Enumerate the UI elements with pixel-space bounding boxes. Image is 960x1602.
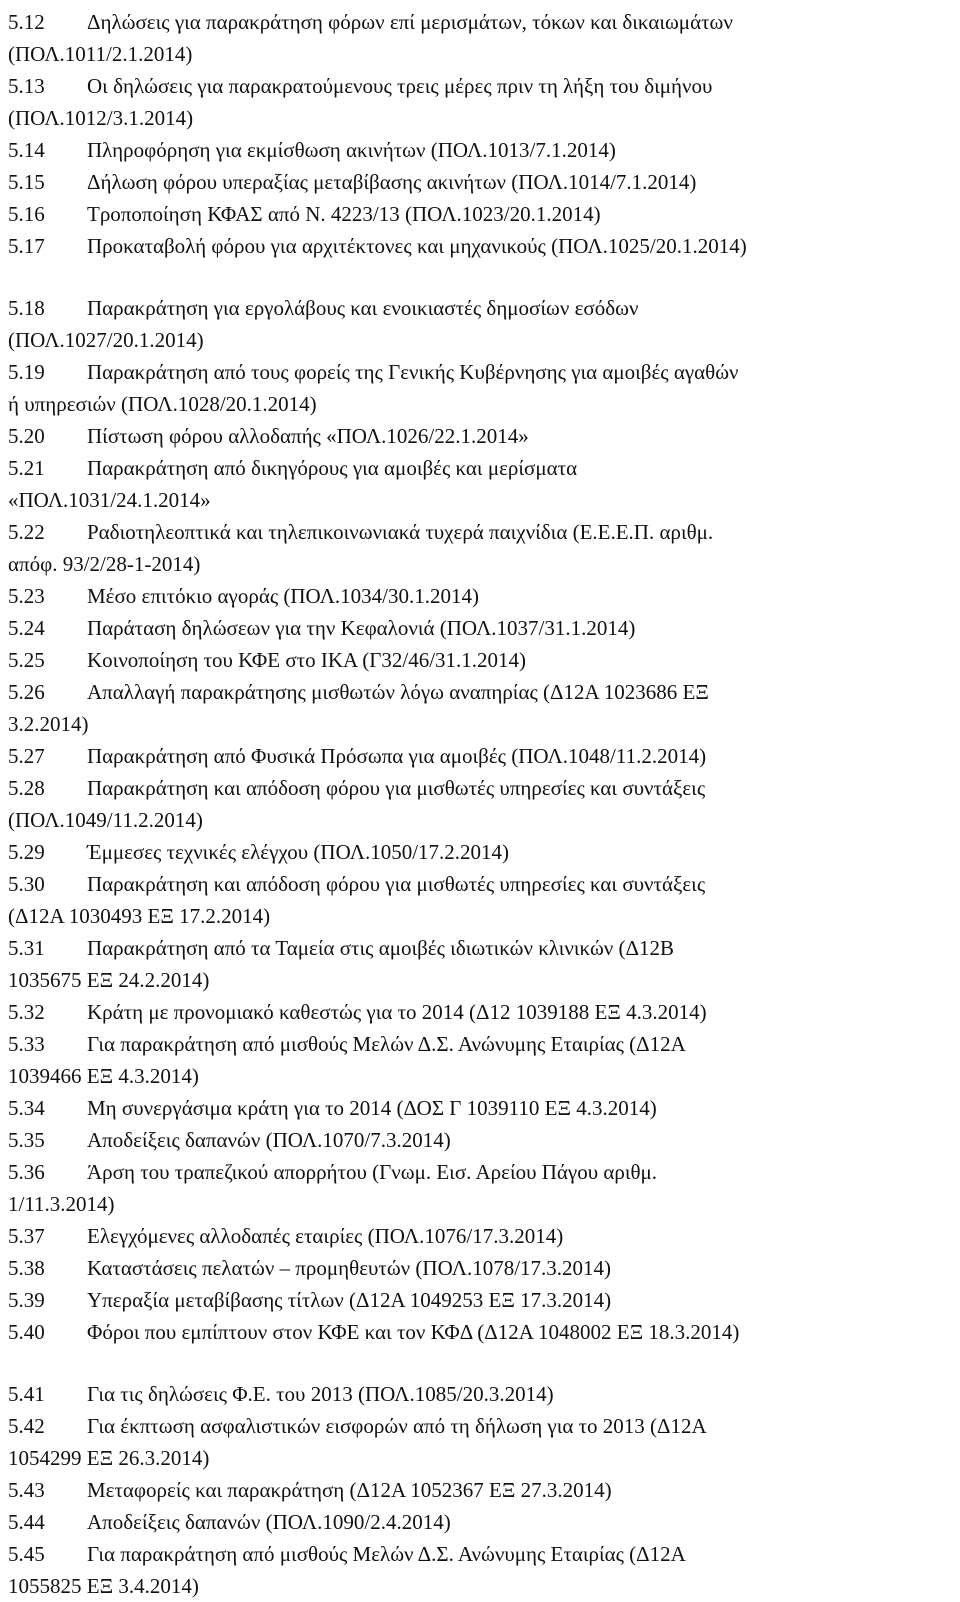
toc-entry-line <box>8 70 953 102</box>
section-number: 5.22 <box>8 520 45 544</box>
toc-entry <box>8 644 953 676</box>
toc-entry <box>8 356 953 420</box>
section-title-continuation: (ΠΟΛ.1049/11.2.2014) <box>8 808 203 832</box>
section-title: Μέσο επιτόκιο αγοράς (ΠΟΛ.1034/30.1.2014) <box>87 584 480 608</box>
section-title: Άρση του τραπεζικού απορρήτου (Γνωμ. Εισ. Αρείου Πάγου αριθμ. <box>87 1160 658 1184</box>
section-title: Μη συνεργάσιμα κράτη για το 2014 (ΔΟΣ Γ 1039110 ΕΞ 4.3.2014) <box>87 1096 657 1120</box>
toc-entry <box>8 612 953 644</box>
toc-entry-line <box>8 676 953 708</box>
toc-entry <box>8 676 953 740</box>
toc-entry <box>8 70 953 134</box>
toc-list <box>8 6 953 1602</box>
section-number: 5.39 <box>8 1288 45 1312</box>
section-title-continuation: 1054299 ΕΞ 26.3.2014) <box>8 1446 210 1470</box>
section-number: 5.45 <box>8 1542 45 1566</box>
section-number: 5.42 <box>8 1414 45 1438</box>
section-title: Υπεραξία μεταβίβασης τίτλων (Δ12Α 1049253 ΕΞ 17.3.2014) <box>87 1288 612 1312</box>
section-title-continuation: (ΠΟΛ.1012/3.1.2014) <box>8 106 194 130</box>
toc-entry <box>8 292 953 356</box>
toc-entry <box>8 6 953 70</box>
section-number: 5.13 <box>8 74 45 98</box>
toc-entry-line <box>8 1410 953 1442</box>
toc-entry <box>8 1220 953 1252</box>
toc-entry <box>8 1378 953 1410</box>
section-number: 5.36 <box>8 1160 45 1184</box>
section-number: 5.37 <box>8 1224 45 1248</box>
toc-entry-line <box>8 836 953 868</box>
toc-entry-line <box>8 230 953 262</box>
toc-entry <box>8 420 953 452</box>
toc-entry <box>8 1028 953 1092</box>
toc-entry <box>8 836 953 868</box>
section-title: Αποδείξεις δαπανών (ΠΟΛ.1090/2.4.2014) <box>87 1510 451 1534</box>
toc-entry-line <box>8 1474 953 1506</box>
toc-entry-line <box>8 1124 953 1156</box>
section-title: Για παρακράτηση από μισθούς Μελών Δ.Σ. Ανώνυμης Εταιρίας (Δ12Α <box>87 1542 686 1566</box>
toc-entry-line <box>8 198 953 230</box>
section-number: 5.29 <box>8 840 45 864</box>
toc-entry-line <box>8 1506 953 1538</box>
toc-entry-line <box>8 1284 953 1316</box>
toc-entry <box>8 1156 953 1220</box>
section-title-continuation: 1/11.3.2014) <box>8 1192 115 1216</box>
toc-entry <box>8 1316 953 1348</box>
section-number: 5.15 <box>8 170 45 194</box>
section-title: Πληροφόρηση για εκμίσθωση ακινήτων (ΠΟΛ.1013/7.1.2014) <box>87 138 616 162</box>
toc-entry-line <box>8 612 953 644</box>
section-title-continuation: ή υπηρεσιών (ΠΟΛ.1028/20.1.2014) <box>8 392 317 416</box>
section-number: 5.18 <box>8 296 45 320</box>
section-number: 5.38 <box>8 1256 45 1280</box>
section-title: Μεταφορείς και παρακράτηση (Δ12Α 1052367 ΕΞ 27.3.2014) <box>87 1478 612 1502</box>
toc-entry <box>8 1284 953 1316</box>
section-number: 5.27 <box>8 744 45 768</box>
section-title: Ραδιοτηλεοπτικά και τηλεπικοινωνιακά τυχερά παιχνίδια (Ε.Ε.Ε.Π. αριθμ. <box>87 520 714 544</box>
toc-entry <box>8 452 953 516</box>
section-number: 5.26 <box>8 680 45 704</box>
section-title-continuation: απόφ. 93/2/28-1-2014) <box>8 552 201 576</box>
toc-entry-line <box>8 1316 953 1348</box>
toc-entry-line <box>8 1028 953 1060</box>
toc-entry-line <box>8 516 953 548</box>
toc-entry-line <box>8 580 953 612</box>
section-title: Πίστωση φόρου αλλοδαπής «ΠΟΛ.1026/22.1.2014» <box>87 424 529 448</box>
toc-entry-line <box>8 292 953 324</box>
section-number: 5.14 <box>8 138 45 162</box>
toc-entry-line <box>8 1220 953 1252</box>
toc-entry-line <box>8 644 953 676</box>
section-number: 5.12 <box>8 10 45 34</box>
section-title: Καταστάσεις πελατών – προμηθευτών (ΠΟΛ.1078/17.3.2014) <box>87 1256 612 1280</box>
section-number: 5.19 <box>8 360 45 384</box>
section-number: 5.33 <box>8 1032 45 1056</box>
section-title: Για τις δηλώσεις Φ.Ε. του 2013 (ΠΟΛ.1085/20.3.2014) <box>87 1382 554 1406</box>
section-number: 5.41 <box>8 1382 45 1406</box>
toc-entry <box>8 1538 953 1602</box>
toc-entry <box>8 740 953 772</box>
section-title: Κοινοποίηση του ΚΦΕ στο ΙΚΑ (Γ32/46/31.1.2014) <box>87 648 527 672</box>
toc-entry <box>8 166 953 198</box>
section-title: Οι δηλώσεις για παρακρατούμενους τρεις μέρες πριν τη λήξη του διμήνου <box>87 74 713 98</box>
toc-entry <box>8 580 953 612</box>
section-title: Για παρακράτηση από μισθούς Μελών Δ.Σ. Ανώνυμης Εταιρίας (Δ12Α <box>87 1032 686 1056</box>
section-title-continuation: (ΠΟΛ.1027/20.1.2014) <box>8 328 204 352</box>
section-title: Απαλλαγή παρακράτησης μισθωτών λόγω αναπηρίας (Δ12Α 1023686 ΕΞ <box>87 680 709 704</box>
section-title: Ελεγχόμενες αλλοδαπές εταιρίες (ΠΟΛ.1076/17.3.2014) <box>87 1224 564 1248</box>
section-number: 5.43 <box>8 1478 45 1502</box>
toc-entry-line <box>8 1156 953 1188</box>
toc-entry <box>8 134 953 166</box>
toc-entry-line <box>8 356 953 388</box>
section-number: 5.25 <box>8 648 45 672</box>
toc-entry-line <box>8 1252 953 1284</box>
section-title: Παράταση δηλώσεων για την Κεφαλονιά (ΠΟΛ.1037/31.1.2014) <box>87 616 636 640</box>
toc-entry <box>8 1506 953 1538</box>
section-number: 5.35 <box>8 1128 45 1152</box>
section-title: Φόροι που εμπίπτουν στον ΚΦΕ και τον ΚΦΔ (Δ12Α 1048002 ΕΞ 18.3.2014) <box>87 1320 740 1344</box>
section-title-continuation: (ΠΟΛ.1011/2.1.2014) <box>8 42 193 66</box>
section-title: Παρακράτηση από δικηγόρους για αμοιβές και μερίσματα <box>87 456 578 480</box>
toc-entry <box>8 198 953 230</box>
toc-entry <box>8 230 953 262</box>
section-title-continuation: «ΠΟΛ.1031/24.1.2014» <box>8 488 211 512</box>
section-number: 5.30 <box>8 872 45 896</box>
section-title-continuation: (Δ12Α 1030493 ΕΞ 17.2.2014) <box>8 904 271 928</box>
section-number: 5.28 <box>8 776 45 800</box>
toc-entry-line <box>8 1538 953 1570</box>
toc-entry <box>8 772 953 836</box>
toc-entry <box>8 1474 953 1506</box>
toc-entry <box>8 996 953 1028</box>
section-title: Παρακράτηση και απόδοση φόρου για μισθωτές υπηρεσίες και συντάξεις <box>87 872 706 896</box>
toc-entry-line <box>8 868 953 900</box>
section-title-continuation: 1035675 ΕΞ 24.2.2014) <box>8 968 210 992</box>
toc-entry-line <box>8 134 953 166</box>
toc-entry <box>8 1092 953 1124</box>
section-title-continuation: 3.2.2014) <box>8 712 89 736</box>
section-number: 5.16 <box>8 202 45 226</box>
toc-entry-line <box>8 6 953 38</box>
section-title: Κράτη με προνομιακό καθεστώς για το 2014 (Δ12 1039188 ΕΞ 4.3.2014) <box>87 1000 707 1024</box>
section-title: Παρακράτηση για εργολάβους και ενοικιαστές δημοσίων εσόδων <box>87 296 639 320</box>
toc-entry-line <box>8 772 953 804</box>
section-title-continuation: 1039466 ΕΞ 4.3.2014) <box>8 1064 199 1088</box>
section-title: Έμμεσες τεχνικές ελέγχου (ΠΟΛ.1050/17.2.2014) <box>87 840 510 864</box>
toc-entry <box>8 1410 953 1474</box>
section-title: Παρακράτηση από τα Ταμεία στις αμοιβές ιδιωτικών κλινικών (Δ12Β <box>87 936 675 960</box>
section-number: 5.44 <box>8 1510 45 1534</box>
toc-entry-line <box>8 1378 953 1410</box>
toc-entry <box>8 1252 953 1284</box>
section-title: Για έκπτωση ασφαλιστικών εισφορών από τη δήλωση για το 2013 (Δ12Α <box>87 1414 707 1438</box>
toc-entry <box>8 932 953 996</box>
section-title: Παρακράτηση από Φυσικά Πρόσωπα για αμοιβές (ΠΟΛ.1048/11.2.2014) <box>87 744 707 768</box>
section-number: 5.21 <box>8 456 45 480</box>
section-title: Αποδείξεις δαπανών (ΠΟΛ.1070/7.3.2014) <box>87 1128 451 1152</box>
section-title: Προκαταβολή φόρου για αρχιτέκτονες και μηχανικούς (ΠΟΛ.1025/20.1.2014) <box>87 234 747 258</box>
toc-entry <box>8 868 953 932</box>
section-title: Δηλώσεις για παρακράτηση φόρων επί μερισμάτων, τόκων και δικαιωμάτων <box>87 10 733 34</box>
section-title: Δήλωση φόρου υπεραξίας μεταβίβασης ακινήτων (ΠΟΛ.1014/7.1.2014) <box>87 170 697 194</box>
toc-entry <box>8 1124 953 1156</box>
section-number: 5.23 <box>8 584 45 608</box>
section-number: 5.17 <box>8 234 45 258</box>
section-number: 5.34 <box>8 1096 45 1120</box>
toc-entry-line <box>8 452 953 484</box>
toc-entry <box>8 516 953 580</box>
toc-entry-line <box>8 996 953 1028</box>
toc-entry-line <box>8 1092 953 1124</box>
section-title: Παρακράτηση και απόδοση φόρου για μισθωτές υπηρεσίες και συντάξεις <box>87 776 706 800</box>
section-title: Παρακράτηση από τους φορείς της Γενικής Κυβέρνησης για αμοιβές αγαθών <box>87 360 739 384</box>
section-title-continuation: 1055825 ΕΞ 3.4.2014) <box>8 1574 199 1598</box>
section-number: 5.24 <box>8 616 45 640</box>
section-number: 5.20 <box>8 424 45 448</box>
section-title: Τροποποίηση ΚΦΑΣ από Ν. 4223/13 (ΠΟΛ.1023/20.1.2014) <box>87 202 601 226</box>
section-number: 5.31 <box>8 936 45 960</box>
toc-entry-line <box>8 420 953 452</box>
section-number: 5.40 <box>8 1320 45 1344</box>
toc-entry-line <box>8 740 953 772</box>
toc-entry-line <box>8 932 953 964</box>
section-number: 5.32 <box>8 1000 45 1024</box>
toc-entry-line <box>8 166 953 198</box>
